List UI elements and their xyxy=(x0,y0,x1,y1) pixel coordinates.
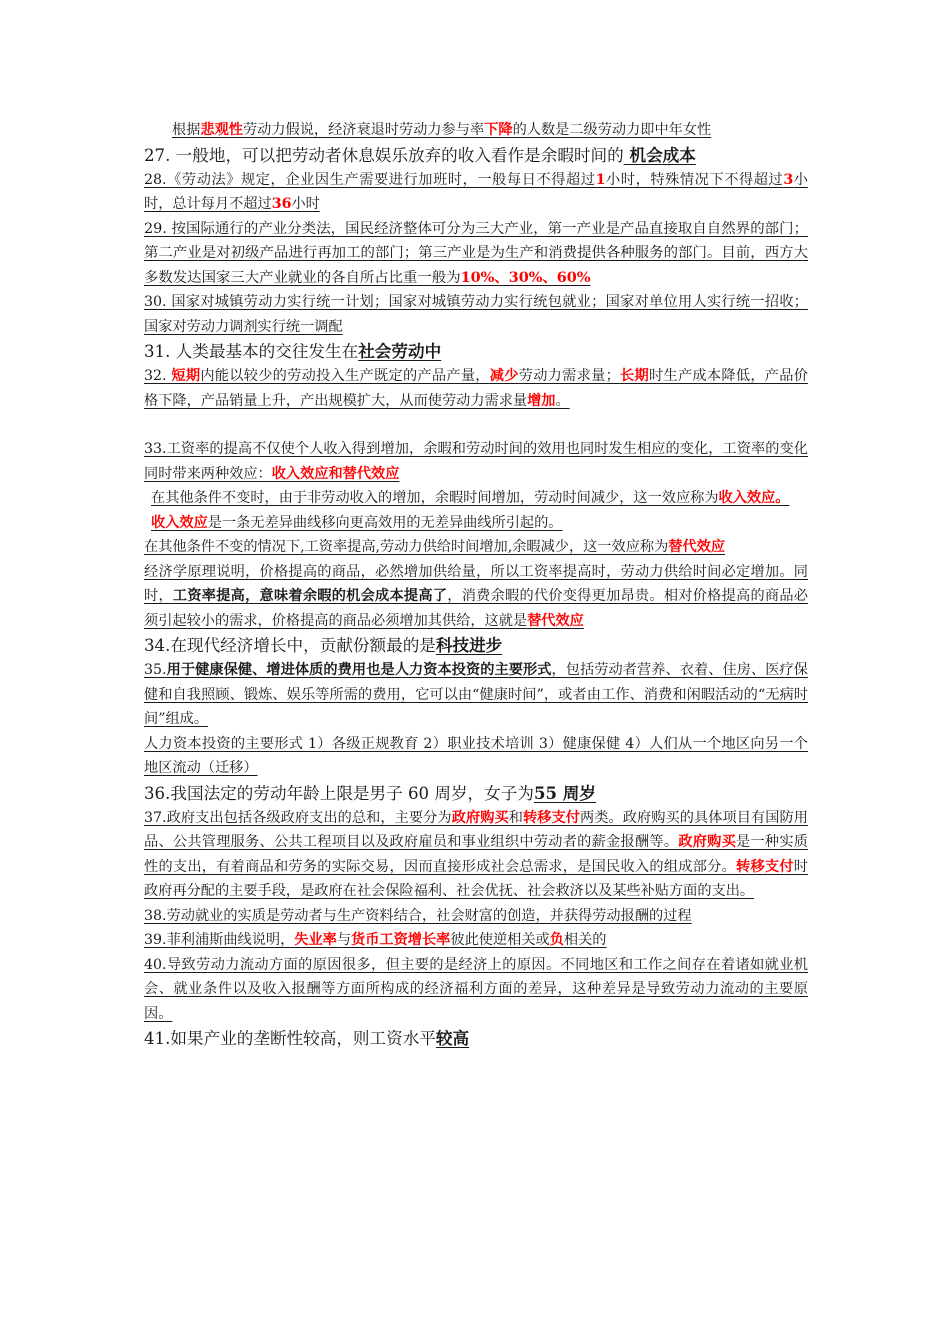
highlight: 收入效应 xyxy=(151,514,208,531)
answer: 55 周岁 xyxy=(533,782,596,803)
text: 37.政府支出包括各级政府支出的总和，主要分为 xyxy=(144,809,452,826)
text: 35. xyxy=(144,662,167,678)
text: 33.工资率的提高不仅使个人收入得到增加，余暇和劳动时间的效用也同时发生相应的变化，工资率的变化同时带来两种效应： xyxy=(144,441,808,482)
highlight: 转移支付 xyxy=(736,858,794,875)
blank-line xyxy=(144,413,808,437)
highlight: 收入效应。 xyxy=(718,490,790,506)
highlight: 36 xyxy=(271,196,292,212)
paragraph-substitution-effect xyxy=(144,535,808,560)
highlight: 失业率 xyxy=(294,932,337,948)
text: 内能以较少的劳动投入生产既定的产品产量， xyxy=(200,368,490,384)
text: 39.菲利浦斯曲线说明， xyxy=(144,932,295,948)
item-38 xyxy=(144,904,808,929)
paragraph-income-effect xyxy=(144,486,808,511)
text: 经济学原理说明，价格提高的商品，必然增加供给量，所以工资率提高时，劳动力供给时间必定增加。同时， xyxy=(144,563,808,604)
bold-text: 用于健康保健、增进体质的费用也是人力资本投资的主要形式 xyxy=(166,662,552,678)
highlight: 减少 xyxy=(489,368,519,384)
text: 时生产成本降低，产品价格下降，产品销量上升，产出规模扩大，从而使劳动力需求量 xyxy=(144,368,808,409)
text: 两类。政府购买的具体项目有国防用品、公共管理服务、公共工程项目以及政府雇员和事业组织中劳动者的薪金报酬等。 xyxy=(144,809,808,850)
text: 小时，特殊情况下不得超过 xyxy=(605,171,784,188)
text: 根据 xyxy=(172,122,201,138)
item-28 xyxy=(144,168,808,217)
text: 劳动力假说，经济衰退时劳动力参与率 xyxy=(242,122,485,138)
text: 27. 一般地，可以把劳动者休息娱乐放弃的收入看作是余暇时间的 xyxy=(144,145,624,165)
item-39 xyxy=(144,928,808,953)
item-29 xyxy=(144,217,808,291)
text: 小时，总计每月不超过 xyxy=(144,171,808,212)
answer: 社会劳动中 xyxy=(358,341,442,361)
highlight: 政府购买 xyxy=(678,834,737,850)
highlight: 增加 xyxy=(527,392,556,409)
text: 36.我国法定的劳动年龄上限是男子 60 周岁，女子为 xyxy=(144,783,534,803)
text: 相关的 xyxy=(563,932,607,948)
paragraph-economics-principle xyxy=(144,560,808,634)
text: 劳动力需求量； xyxy=(518,368,620,384)
text: 是一条无差异曲线移向更高效用的无差异曲线所引起的。 xyxy=(207,514,563,531)
highlight: 收入效应和替代效应 xyxy=(271,465,400,482)
item-35 xyxy=(144,658,808,732)
text: 在其他条件不变的情况下,工资率提高,劳动力供给时间增加,余暇减少，这一效应称为 xyxy=(144,539,669,555)
text: 在其他条件不变时，由于非劳动收入的增加，余暇时间增加，劳动时间减少，这一效应称为 xyxy=(151,490,719,506)
text: 41.如果产业的垄断性较高，则工资水平 xyxy=(144,1029,436,1048)
paragraph-human-capital-forms xyxy=(144,732,808,781)
text: 时政府再分配的主要手段，是政府在社会保险福利、社会优抚、社会救济以及某些补贴方面的支出。 xyxy=(144,858,808,899)
item-27 xyxy=(144,143,808,168)
text: 和 xyxy=(508,809,523,826)
text: 的人数是二级劳动力即中年女性 xyxy=(512,122,712,138)
answer: 科技进步 xyxy=(435,635,503,655)
text: ，包括劳动者营养、衣着、住房、医疗保健和自我照顾、锻炼、娱乐等所需的费用，它可以由“健康时间”，或者由工作、消费和闲暇活动的“无病时间”组成。 xyxy=(144,662,808,727)
paragraph-income-effect-curve xyxy=(144,511,808,536)
highlight: 货币工资增长率 xyxy=(351,932,451,948)
text: 31. 人类最基本的交往发生在 xyxy=(144,342,359,361)
item-37 xyxy=(144,806,808,904)
highlight: 下降 xyxy=(484,122,513,138)
text: 彼此使逆相关或 xyxy=(450,932,550,948)
text: 人力资本投资的主要形式 1）各级正规教育 2）职业技术培训 3）健康保健 4）人们从一个地区向另一个地区流动（迁移） xyxy=(144,735,808,776)
item-36 xyxy=(144,781,808,806)
highlight: 10%、30%、60% xyxy=(460,268,591,286)
text: 32. xyxy=(144,368,172,384)
text: 30. 国家对城镇劳动力实行统一计划；国家对城镇劳动力实行统包就业；国家对单位用人实行统一招收；国家对劳动力调剂实行统一调配 xyxy=(144,294,808,335)
item-31 xyxy=(144,339,808,364)
text: 38.劳动就业的实质是劳动者与生产资料结合，社会财富的创造，并获得劳动报酬的过程 xyxy=(144,907,692,924)
document-page xyxy=(144,118,808,1051)
answer: 机会成本 xyxy=(623,144,696,165)
highlight: 负 xyxy=(549,932,564,948)
highlight: 1 xyxy=(595,171,606,188)
text: 。 xyxy=(555,392,570,409)
text: 40.导致劳动力流动方面的原因很多，但主要的是经济上的原因。不同地区和工作之间存在着诸如就业机会、就业条件以及收入报酬等方面所构成的经济福利方面的差异，这种差异是导致劳动力流动的主要原因。 xyxy=(144,956,808,1022)
item-34 xyxy=(144,633,808,658)
item-33 xyxy=(144,437,808,486)
highlight: 政府购买 xyxy=(451,809,509,826)
item-32 xyxy=(144,364,808,413)
highlight: 转移支付 xyxy=(522,809,580,826)
text: ，消费余暇的代价变得更加昂贵。相对价格提高的商品必须引起较小的需求，价格提高的商品必须增加其供给，这就是 xyxy=(144,588,808,629)
paragraph-pessimistic-hypothesis xyxy=(144,118,808,143)
item-41 xyxy=(144,1026,808,1051)
answer: 较高 xyxy=(435,1028,470,1048)
item-30 xyxy=(144,290,808,339)
text: 29. 按国际通行的产业分类法，国民经济整体可分为三大产业，第一产业是产品直接取自自然界的部门；第二产业是对初级产品进行再加工的部门；第三产业是为生产和消费提供各种服务的部门。目前，西方大多数发达国家三大产业就业的各自所占比重一般为 xyxy=(144,220,808,286)
highlight: 短期 xyxy=(171,368,201,384)
highlight: 悲观性 xyxy=(200,122,243,138)
bold-text: 工资率提高，意味着余暇的机会成本提高了 xyxy=(172,588,448,604)
text: 是一种实质性的支出，有着商品和劳务的实际交易，因而直接形成社会总需求，是国民收入的组成部分。 xyxy=(144,834,808,875)
highlight: 3 xyxy=(783,171,794,188)
text: 34.在现代经济增长中，贡献份额最的是 xyxy=(144,636,436,655)
text: 与 xyxy=(336,932,352,948)
text: 28.《劳动法》规定，企业因生产需要进行加班时，一般每日不得超过 xyxy=(144,171,596,188)
item-40 xyxy=(144,953,808,1027)
highlight: 长期 xyxy=(619,368,649,384)
highlight: 替代效应 xyxy=(527,612,584,629)
highlight: 替代效应 xyxy=(668,539,726,555)
text: 小时 xyxy=(291,196,320,212)
